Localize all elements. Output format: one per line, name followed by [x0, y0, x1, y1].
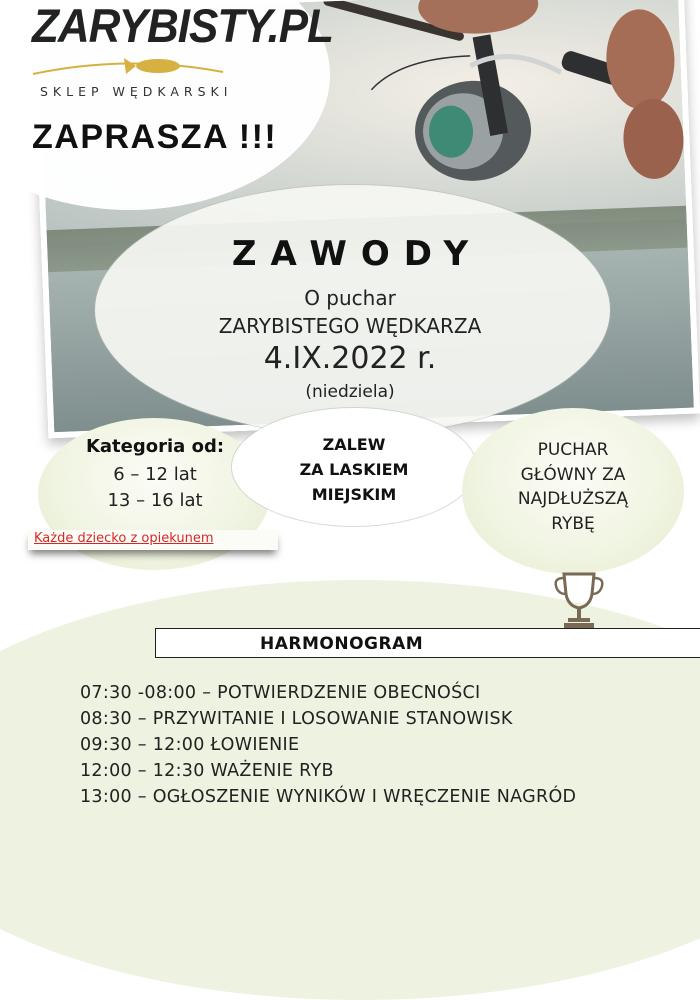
fish-logo-icon — [28, 44, 228, 84]
schedule-title: HARMONOGRAM — [260, 634, 424, 654]
event-title: ZAWODY — [231, 234, 483, 274]
prize-line-3: NAJDŁUŻSZĄ — [517, 489, 629, 509]
location-text — [232, 432, 476, 507]
invite-heading: ZAPRASZA !!! — [32, 118, 278, 156]
event-line-2: ZARYBISTEGO WĘDKARZA — [218, 314, 482, 338]
logo-subtitle: SKLEP WĘDKARSKI — [40, 84, 233, 99]
location-line-3: MIEJSKIM — [311, 485, 397, 504]
category-range-1: 6 – 12 lat — [113, 464, 197, 485]
schedule-item: 07:30 -08:00 – POTWIERDZENIE OBECNOŚCI — [80, 683, 481, 703]
guardian-note: Każde dziecko z opiekunem — [34, 531, 214, 546]
location-line-2: ZA LASKIEM — [299, 460, 409, 479]
category-range-2: 13 – 16 lat — [107, 490, 203, 511]
location-line-1: ZALEW — [322, 435, 386, 454]
schedule-item: 12:00 – 12:30 WAŻENIE RYB — [80, 761, 334, 781]
prize-line-2: GŁÓWNY ZA — [520, 464, 626, 485]
prize-text — [462, 438, 684, 536]
schedule-header-box — [155, 628, 700, 658]
trophy-icon — [552, 570, 606, 630]
schedule-list — [80, 680, 576, 810]
event-date: 4.IX.2022 r. — [263, 341, 437, 376]
schedule-item: 08:30 – PRZYWITANIE I LOSOWANIE STANOWISK — [80, 709, 513, 729]
prize-line-1: PUCHAR — [537, 440, 609, 460]
event-day: (niedziela) — [305, 382, 395, 402]
category-title: Kategoria od: — [85, 436, 225, 457]
schedule-item: 09:30 – 12:00 ŁOWIENIE — [80, 735, 300, 755]
event-line-1: O puchar — [304, 286, 396, 310]
schedule-item: 13:00 – OGŁOSZENIE WYNIKÓW I WRĘCZENIE NAGRÓD — [80, 787, 577, 807]
logo-wordmark: ZARYBISTY.PL — [32, 0, 333, 53]
prize-line-4: RYBĘ — [551, 513, 595, 534]
